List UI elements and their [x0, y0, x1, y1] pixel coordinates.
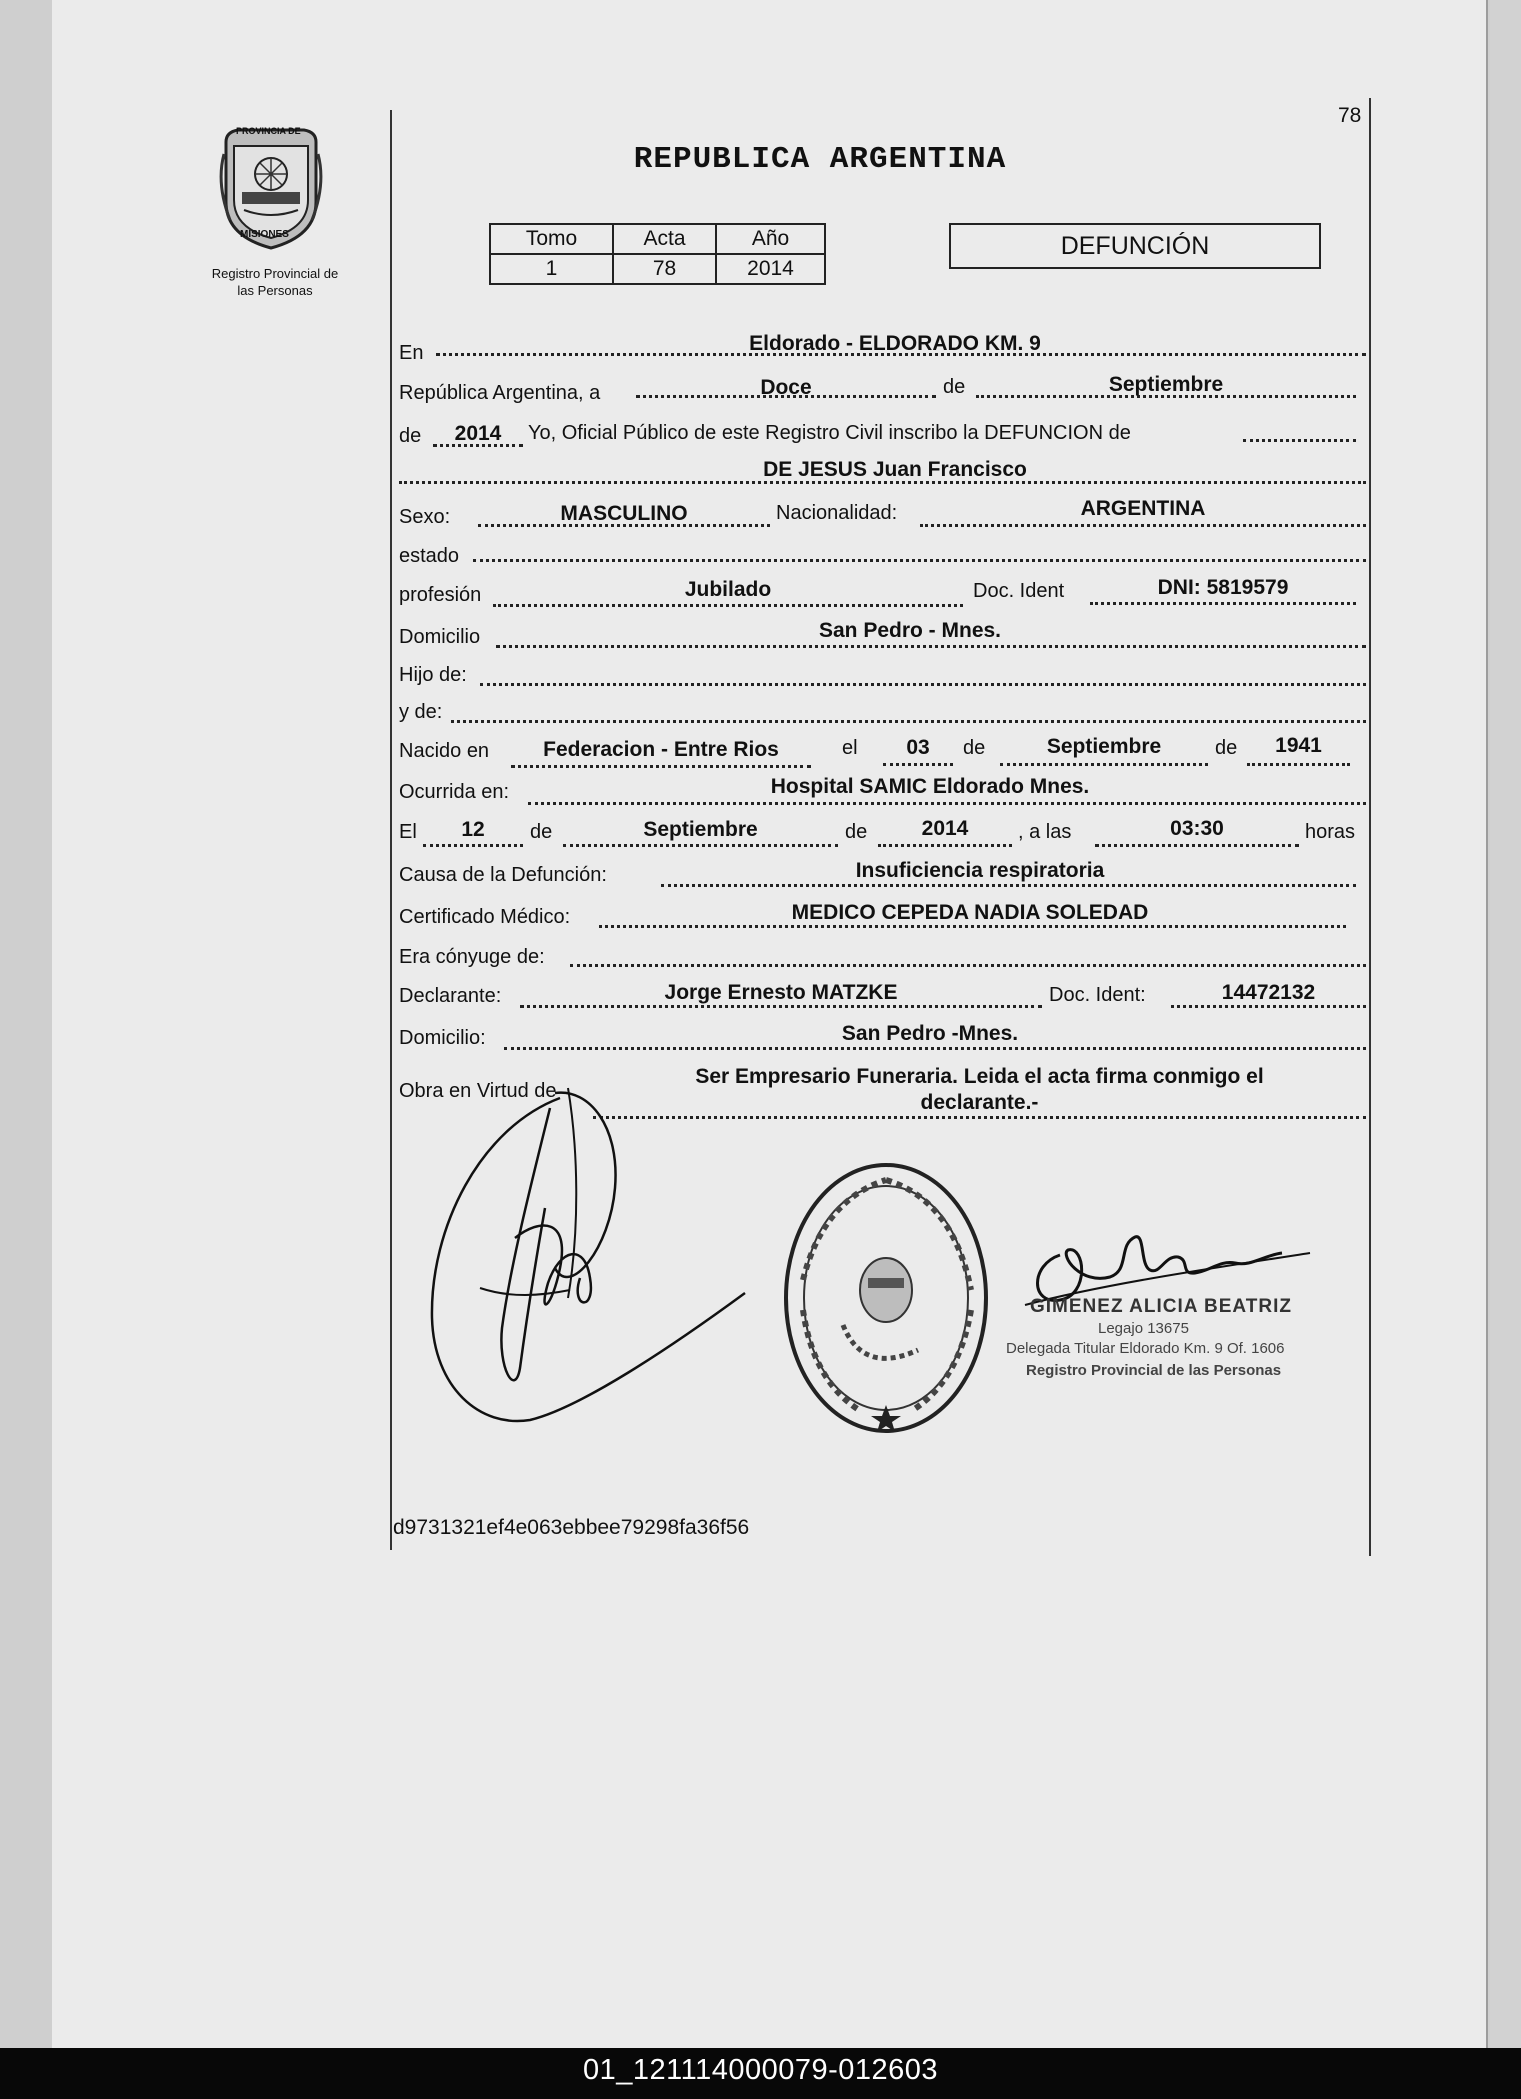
header-acta: Acta: [613, 224, 716, 254]
line-hijo-de: [480, 683, 1366, 686]
line-y-de: [451, 720, 1366, 723]
line-domicilio-declarante: [504, 1047, 1366, 1050]
label-republica: República Argentina, a: [399, 382, 601, 404]
label-declarante: Declarante:: [399, 985, 502, 1007]
label-de-4: de: [1215, 737, 1238, 759]
page-edge: [1486, 0, 1488, 2048]
official-seal-graphic: [783, 1160, 989, 1436]
label-conyuge: Era cónyuge de:: [399, 946, 545, 968]
label-y-de: y de:: [399, 701, 443, 723]
line-ocurrida-en: [528, 802, 1366, 805]
official-legajo: Legajo 13675: [1098, 1320, 1189, 1337]
line-nacido-mes: [1000, 763, 1208, 766]
document-hash: d9731321ef4e063ebbee79298fa36f56: [393, 1516, 750, 1539]
line-nacido-dia: [883, 763, 953, 766]
label-ocurrida-en: Ocurrida en:: [399, 781, 510, 803]
line-estado: [473, 559, 1366, 562]
value-declarante: Jorge Ernesto MATZKE: [664, 981, 898, 1004]
left-margin-line: [390, 110, 392, 1550]
line-declarante-doc: [1171, 1005, 1366, 1008]
value-domicilio: San Pedro - Mnes.: [818, 619, 1002, 642]
line-conyuge: [570, 964, 1366, 967]
label-de-2: de: [399, 425, 422, 447]
value-acta: 78: [613, 254, 716, 284]
document-title: REPUBLICA ARGENTINA: [633, 142, 1007, 177]
label-de-1: de: [943, 376, 966, 398]
label-certificado: Certificado Médico:: [399, 906, 571, 928]
line-nacionalidad: [920, 524, 1366, 527]
label-a-las: , a las: [1018, 821, 1072, 843]
line-causa: [661, 884, 1356, 887]
label-nacionalidad: Nacionalidad:: [776, 502, 898, 524]
next-page-edge: [1490, 0, 1521, 2048]
label-estado: estado: [399, 545, 460, 567]
line-certificado: [599, 925, 1346, 928]
value-certificado: MEDICO CEPEDA NADIA SOLEDAD: [791, 901, 1149, 924]
official-seal-stamp: [783, 1160, 989, 1436]
label-de-3: de: [963, 737, 986, 759]
seal-bottom-text: MISIONES: [240, 229, 289, 240]
value-nacido-en: Federacion - Entre Rios: [543, 738, 779, 761]
value-declarante-domicilio: San Pedro -Mnes.: [841, 1022, 1019, 1045]
label-doc-ident-declarante: Doc. Ident:: [1049, 984, 1146, 1006]
value-causa: Insuficiencia respiratoria: [855, 859, 1105, 882]
declarant-signature: [420, 1068, 760, 1428]
line-yo: [1243, 439, 1356, 442]
scan-id: 01_121114000079-012603: [582, 2054, 939, 2086]
label-en: En: [399, 342, 424, 364]
header-tomo: Tomo: [490, 224, 613, 254]
label-domicilio: Domicilio: [399, 626, 481, 648]
value-tomo: 1: [490, 254, 613, 284]
value-ocurrida-en: Hospital SAMIC Eldorado Mnes.: [770, 775, 1090, 798]
value-nacionalidad: ARGENTINA: [1080, 497, 1206, 520]
value-profesion: Jubilado: [684, 578, 772, 601]
label-el-1: el: [842, 737, 858, 759]
line-fallecido-anio: [878, 844, 1012, 847]
value-sexo: MASCULINO: [560, 502, 688, 525]
label-de-6: de: [845, 821, 868, 843]
label-horas: horas: [1305, 821, 1356, 843]
official-title: Delegada Titular Eldorado Km. 9 Of. 1606: [1006, 1340, 1285, 1357]
record-type: DEFUNCIÓN: [1060, 232, 1210, 260]
label-obra: Obra en Virtud de: [399, 1080, 557, 1102]
line-domicilio: [496, 645, 1366, 648]
line-fallecido-dia: [423, 844, 523, 847]
line-hora: [1095, 844, 1299, 847]
line-declarante: [520, 1005, 1042, 1008]
value-fallecido-mes: Septiembre: [643, 818, 758, 841]
line-doc-ident: [1090, 602, 1356, 605]
value-nacido-mes: Septiembre: [1046, 735, 1162, 758]
record-type-box: [949, 223, 1321, 269]
value-hora: 03:30: [1170, 817, 1224, 840]
value-obra-line1: Ser Empresario Funeraria. Leida el acta firma conmigo el: [695, 1065, 1264, 1088]
declarant-signature-graphic: [420, 1068, 760, 1428]
label-causa: Causa de la Defunción:: [399, 864, 607, 886]
label-de-5: de: [530, 821, 553, 843]
value-nacido-dia: 03: [906, 736, 930, 759]
label-doc-ident: Doc. Ident: [973, 580, 1065, 602]
line-nacido-en: [511, 765, 811, 768]
value-fallecido-anio: 2014: [921, 817, 969, 840]
label-domicilio-declarante: Domicilio:: [399, 1027, 486, 1049]
label-nacido-en: Nacido en: [399, 740, 490, 762]
value-declarante-doc: 14472132: [1221, 981, 1316, 1004]
label-hijo-de: Hijo de:: [399, 664, 467, 686]
value-anio: 2014: [716, 254, 825, 284]
value-nacido-anio: 1941: [1275, 734, 1322, 757]
value-anio-inscripcion: 2014: [454, 422, 502, 445]
line-fallecido-mes: [563, 844, 838, 847]
value-fallecido: DE JESUS Juan Francisco: [763, 458, 1027, 481]
agency-name-line1: Registro Provincial de: [211, 266, 339, 281]
label-profesion: profesión: [399, 584, 482, 606]
label-yo: Yo, Oficial Público de este Registro Civil inscribo la DEFUNCION de: [528, 422, 1131, 444]
value-lugar: Eldorado - ELDORADO KM. 9: [749, 332, 1041, 355]
value-documento: DNI: 5819579: [1157, 576, 1289, 599]
official-name: GIMENEZ ALICIA BEATRIZ: [1030, 1296, 1292, 1317]
value-obra-line2: declarante.-: [920, 1091, 1039, 1114]
value-fallecido-dia: 12: [461, 818, 485, 841]
label-el-2: El: [399, 821, 417, 843]
volume-table: [489, 223, 826, 285]
line-nacido-anio: [1247, 763, 1350, 766]
label-sexo: Sexo:: [399, 506, 451, 528]
value-dia-inscripcion: Doce: [760, 376, 812, 399]
value-mes-inscripcion: Septiembre: [1108, 373, 1224, 396]
line-profesion: [493, 604, 963, 607]
header-anio: Año: [716, 224, 825, 254]
seal-top-text: PROVINCIA DE: [236, 126, 301, 136]
right-margin-line: [1369, 98, 1371, 1556]
page-number: 78: [1338, 104, 1362, 127]
agency-name-line2: las Personas: [237, 283, 313, 298]
official-agency: Registro Provincial de las Personas: [1026, 1362, 1282, 1379]
